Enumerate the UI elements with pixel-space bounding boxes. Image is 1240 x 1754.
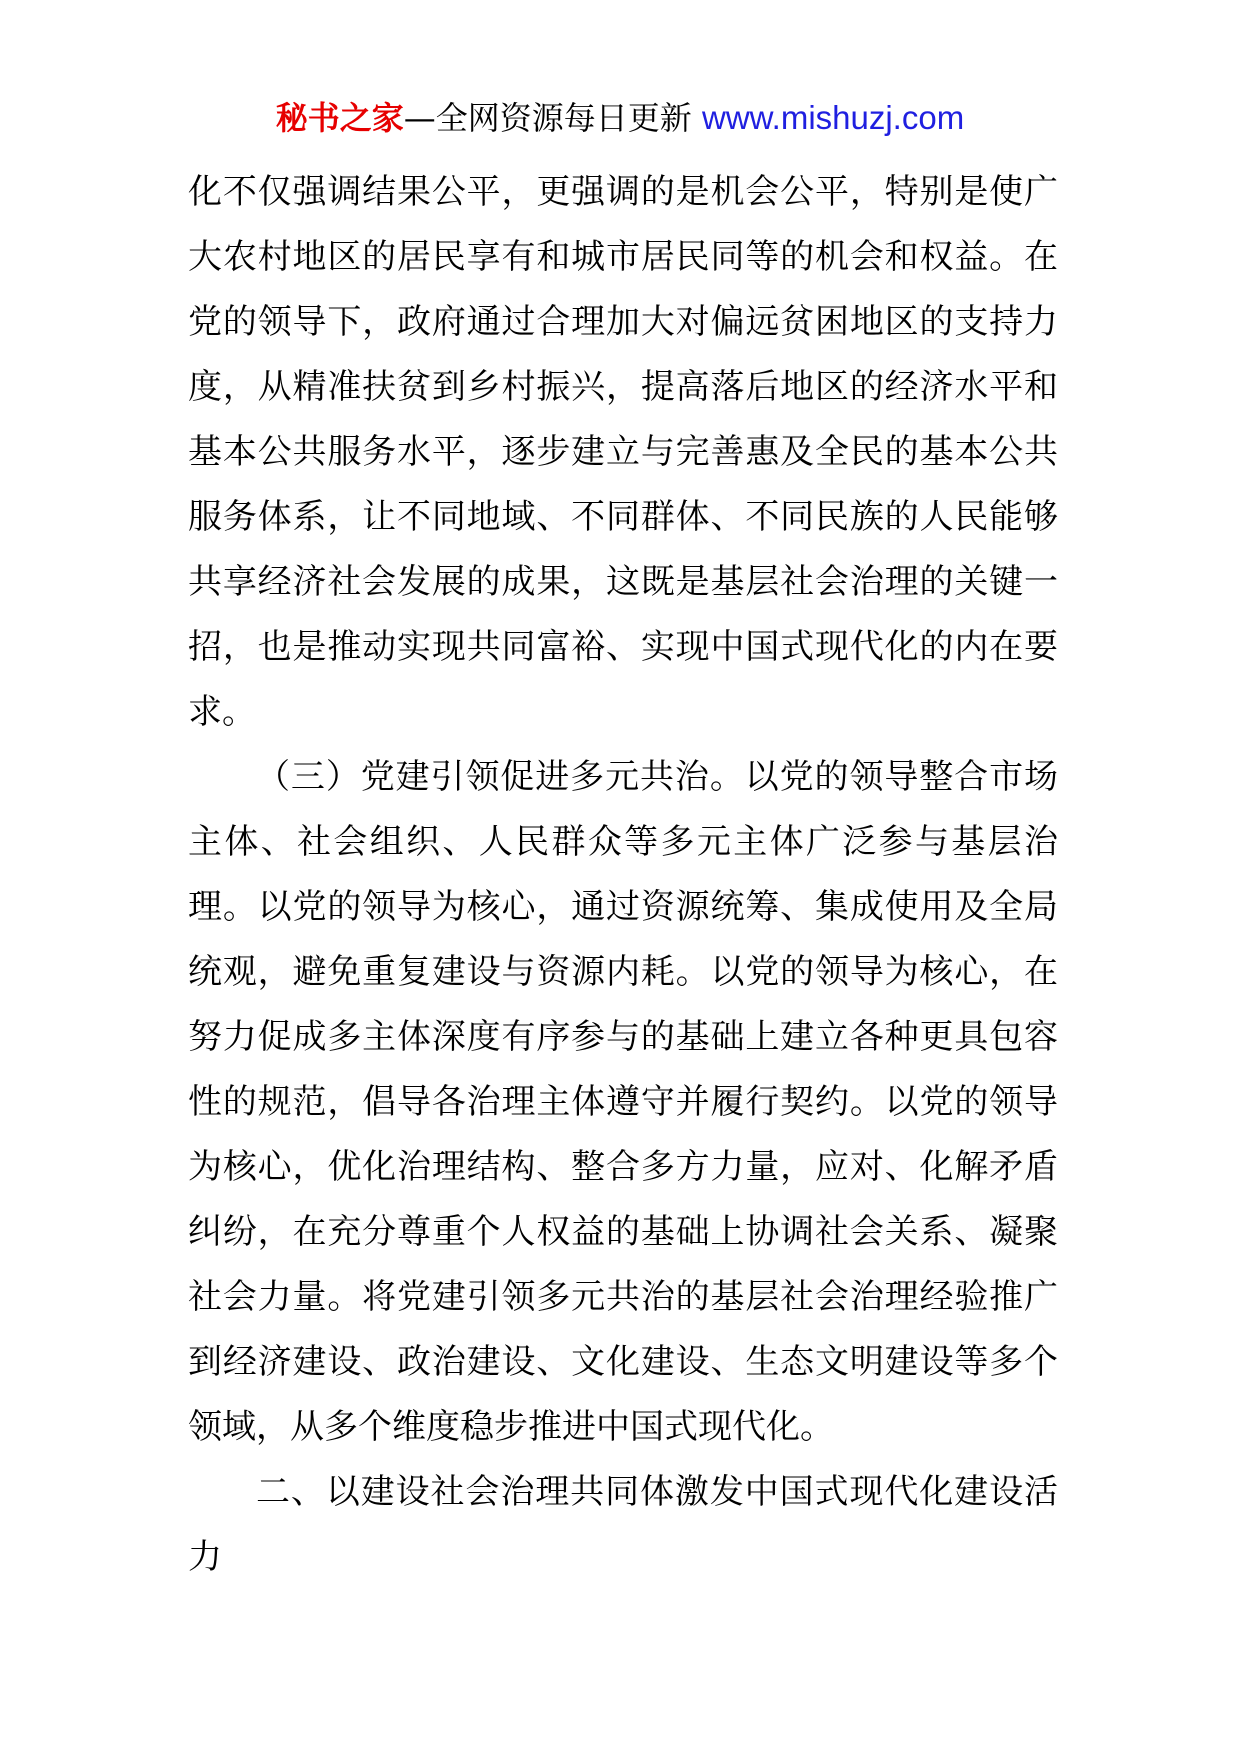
paragraph-continuation: 化不仅强调结果公平，更强调的是机会公平，特别是使广大农村地区的居民享有和城市居民同等的机会和权益。在党的领导下，政府通过合理加大对偏远贫困地区的支持力度，从精准扶贫到乡村振兴，提高落后地区的经济水平和基本公共服务水平，逐步建立与完善惠及全民的基本公共服务体系，让不同地域、不同群体、不同民族的人民能够共享经济社会发展的成果，这既是基层社会治理的关键一招，也是推动实现共同富裕、实现中国式现代化的内在要求。	[188, 172, 1058, 732]
header-tagline: —全网资源每日更新	[403, 99, 702, 137]
website-link[interactable]: www.mishuzj.com	[701, 99, 965, 136]
section-heading-two: 二、以建设社会治理共同体激发中国式现代化建设活力	[188, 1472, 1058, 1577]
paragraph-section-three: （三）党建引领促进多元共治。以党的领导整合市场主体、社会组织、人民群众等多元主体广泛参与基层治理。以党的领导为核心，通过资源统筹、集成使用及全局统观，避免重复建设与资源内耗。以党的领导为核心，在努力促成多主体深度有序参与的基础上建立各种更具包容性的规范，倡导各治理主体遵守并履行契约。以党的领导为核心，优化治理结构、整合多方力量，应对、化解矛盾纠纷，在充分尊重个人权益的基础上协调社会关系、凝聚社会力量。将党建引领多元共治的基层社会治理经验推广到经济建设、政治建设、文化建设、生态文明建设等多个领域，从多个维度稳步推进中国式现代化。	[188, 757, 1058, 1447]
brand-name: 秘书之家	[275, 99, 404, 137]
document-body	[188, 160, 1058, 1590]
page-header	[0, 96, 1240, 140]
